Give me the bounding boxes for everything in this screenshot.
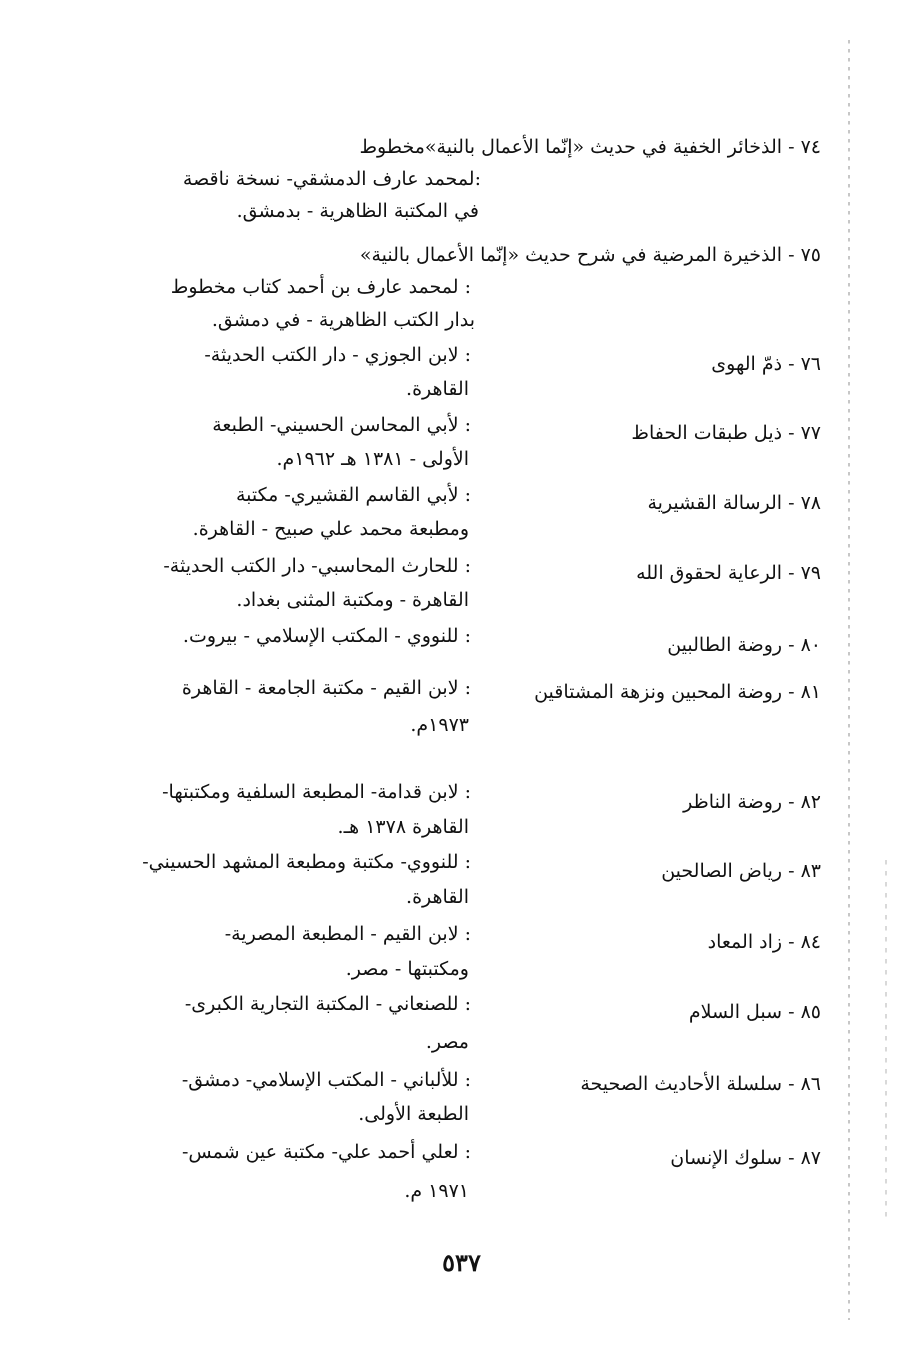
entry-79-desc-line1: : للحارث المحاسبي- دار الكتب الحديثة- — [163, 555, 471, 577]
entry-77-desc-line1: : لأبي المحاسن الحسيني- الطبعة — [212, 414, 471, 436]
entry-86-title: ٨٦ - سلسلة الأحاديث الصحيحة — [580, 1073, 821, 1095]
entry-82-desc-line1: : لابن قدامة- المطبعة السلفية ومكتبتها- — [162, 781, 471, 803]
entry-79-title: ٧٩ - الرعاية لحقوق الله — [636, 562, 821, 584]
entry-87-desc-line2: ١٩٧١ م. — [404, 1180, 469, 1202]
entry-84-title: ٨٤ - زاد المعاد — [707, 931, 821, 953]
entry-85-desc-line2: مصر. — [425, 1031, 469, 1053]
entry-83-title: ٨٣ - رياض الصالحين — [661, 860, 821, 882]
entry-85-desc-line1: : للصنعاني - المكتبة التجارية الكبرى- — [184, 993, 471, 1015]
entry-75-desc-line1: : لمحمد عارف بن أحمد كتاب مخطوط — [170, 276, 471, 298]
entry-82-title: ٨٢ - روضة الناظر — [683, 791, 821, 813]
entry-84-desc-line2: ومكتبتها - مصر. — [345, 958, 469, 980]
entry-75-desc-line2: بدار الكتب الظاهرية - في دمشق. — [211, 309, 475, 331]
entry-86-desc-line1: : للألباني - المكتب الإسلامي- دمشق- — [181, 1069, 471, 1091]
entry-87-title: ٨٧ - سلوك الإنسان — [670, 1147, 821, 1169]
entry-80-title: ٨٠ - روضة الطالبين — [667, 634, 821, 656]
entry-75-title: ٧٥ - الذخيرة المرضية في شرح حديث «إنّما الأعمال بالنية» — [359, 244, 821, 266]
entry-81-desc-line1: : لابن القيم - مكتبة الجامعة - القاهرة — [181, 677, 471, 699]
entry-84-desc-line1: : لابن القيم - المطبعة المصرية- — [224, 923, 471, 945]
entry-83-desc-line2: القاهرة. — [406, 886, 469, 908]
entry-87-desc-line1: : لعلي أحمد علي- مكتبة عين شمس- — [182, 1141, 471, 1163]
scan-edge-mark — [848, 40, 850, 1320]
entry-81-desc-line2: ١٩٧٣م. — [410, 714, 469, 736]
entry-74-desc-line1: :لمحمد عارف الدمشقي- نسخة ناقصة — [182, 168, 481, 190]
entry-85-title: ٨٥ - سبل السلام — [688, 1001, 821, 1023]
entry-77-title: ٧٧ - ذيل طبقات الحفاظ — [631, 422, 821, 444]
entry-78-desc-line2: ومطبعة محمد علي صبيح - القاهرة. — [192, 518, 469, 540]
entry-78-desc-line1: : لأبي القاسم القشيري- مكتبة — [235, 484, 471, 506]
entry-86-desc-line2: الطبعة الأولى. — [358, 1103, 469, 1125]
entry-83-desc-line1: : للنووي- مكتبة ومطبعة المشهد الحسيني- — [142, 851, 471, 873]
entry-74-desc-line2: في المكتبة الظاهرية - بدمشق. — [236, 200, 479, 222]
entry-76-desc-line1: : لابن الجوزي - دار الكتب الحديثة- — [204, 344, 471, 366]
scan-edge-mark — [885, 860, 887, 1220]
entry-74-title: ٧٤ - الذخائر الخفية في حديث «إنّما الأعمال بالنية»مخطوط — [359, 136, 821, 158]
entry-76-desc-line2: القاهرة. — [406, 378, 469, 400]
entry-81-title: ٨١ - روضة المحبين ونزهة المشتاقين — [534, 681, 821, 703]
entry-80-desc-line1: : للنووي - المكتب الإسلامي - بيروت. — [182, 625, 471, 647]
entry-77-desc-line2: الأولى - ١٣٨١ هـ ١٩٦٢م. — [276, 448, 469, 470]
page-number: ٥٣٧ — [442, 1248, 481, 1277]
entry-79-desc-line2: القاهرة - ومكتبة المثنى بغداد. — [236, 589, 469, 611]
entry-78-title: ٧٨ - الرسالة القشيرية — [647, 492, 821, 514]
entry-82-desc-line2: القاهرة ١٣٧٨ هـ. — [337, 816, 469, 838]
entry-76-title: ٧٦ - ذمّ الهوى — [711, 353, 821, 375]
